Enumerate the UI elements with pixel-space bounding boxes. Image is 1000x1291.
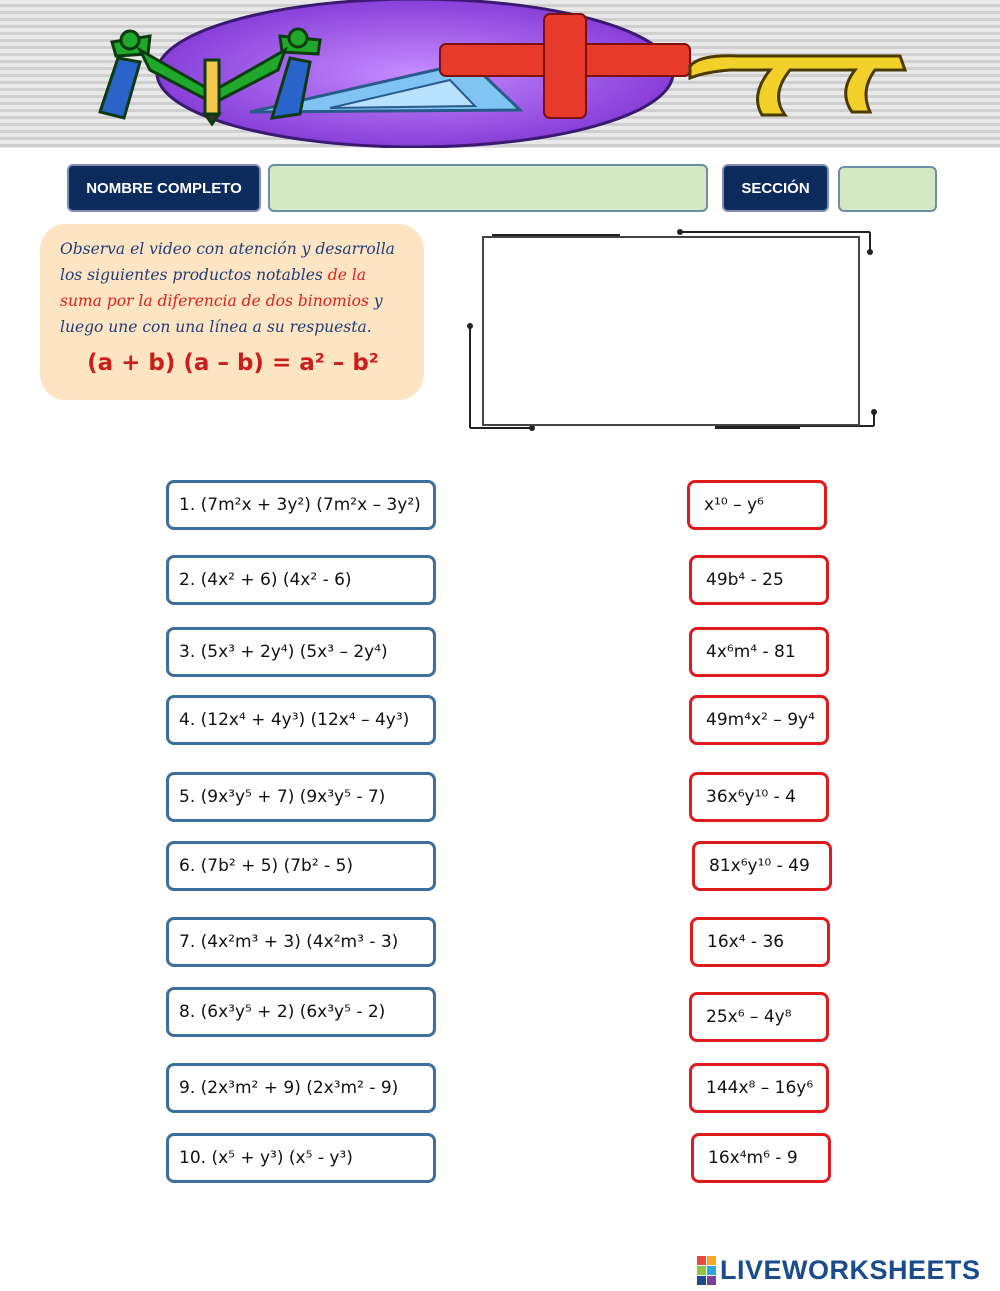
- problem-9: 9. (2x³m² + 9) (2x³m² - 9): [166, 1063, 436, 1113]
- problem-6: 6. (7b² + 5) (7b² - 5): [166, 841, 436, 891]
- section-input[interactable]: [838, 166, 937, 212]
- answer-7[interactable]: 16x⁴ - 36: [690, 917, 830, 967]
- math-banner-logo-icon: [0, 0, 1000, 148]
- answer-6[interactable]: 81x⁶y¹⁰ - 49: [692, 841, 832, 891]
- answer-5[interactable]: 36x⁶y¹⁰ - 4: [689, 772, 829, 822]
- name-label: NOMBRE COMPLETO: [67, 164, 261, 212]
- instructions-part2: y luego une con una línea a su respuesta.: [60, 292, 383, 336]
- problem-3: 3. (5x³ + 2y⁴) (5x³ – 2y⁴): [166, 627, 436, 677]
- problem-8: 8. (6x³y⁵ + 2) (6x³y⁵ - 2): [166, 987, 436, 1037]
- problem-7: 7. (4x²m³ + 3) (4x²m³ - 3): [166, 917, 436, 967]
- instructions-text: [60, 236, 406, 340]
- section-label: SECCIÓN: [722, 164, 829, 212]
- instructions-card: [40, 224, 424, 400]
- answer-4[interactable]: 49m⁴x² – 9y⁴: [689, 695, 829, 745]
- answer-10[interactable]: 16x⁴m⁶ - 9: [691, 1133, 831, 1183]
- header-banner: [0, 0, 1000, 148]
- formula: (a + b) (a – b) = a² – b²: [87, 350, 379, 376]
- problem-4: 4. (12x⁴ + 4y³) (12x⁴ – 4y³): [166, 695, 436, 745]
- answer-3[interactable]: 4x⁶m⁴ - 81: [689, 627, 829, 677]
- liveworksheets-brand: LIVEWORKSHEETS: [720, 1254, 981, 1285]
- problem-2: 2. (4x² + 6) (4x² - 6): [166, 555, 436, 605]
- answer-9[interactable]: 144x⁸ – 16y⁶: [689, 1063, 829, 1113]
- answer-8[interactable]: 25x⁶ – 4y⁸: [689, 992, 829, 1042]
- instructions-part1: Observa el video con atención y desarrolla los siguientes productos notables: [60, 240, 395, 284]
- answer-2[interactable]: 49b⁴ - 25: [689, 555, 829, 605]
- name-input[interactable]: [268, 164, 708, 212]
- instructions-highlight: de la suma por la diferencia de dos binomios: [60, 266, 369, 310]
- liveworksheets-blocks-icon: [697, 1256, 716, 1285]
- problem-5: 5. (9x³y⁵ + 7) (9x³y⁵ - 7): [166, 772, 436, 822]
- problem-1: 1. (7m²x + 3y²) (7m²x – 3y²): [166, 480, 436, 530]
- problem-10: 10. (x⁵ + y³) (x⁵ - y³): [166, 1133, 436, 1183]
- answer-1[interactable]: x¹⁰ – y⁶: [687, 480, 827, 530]
- video-player[interactable]: [482, 236, 860, 426]
- liveworksheets-logo[interactable]: [697, 1255, 981, 1285]
